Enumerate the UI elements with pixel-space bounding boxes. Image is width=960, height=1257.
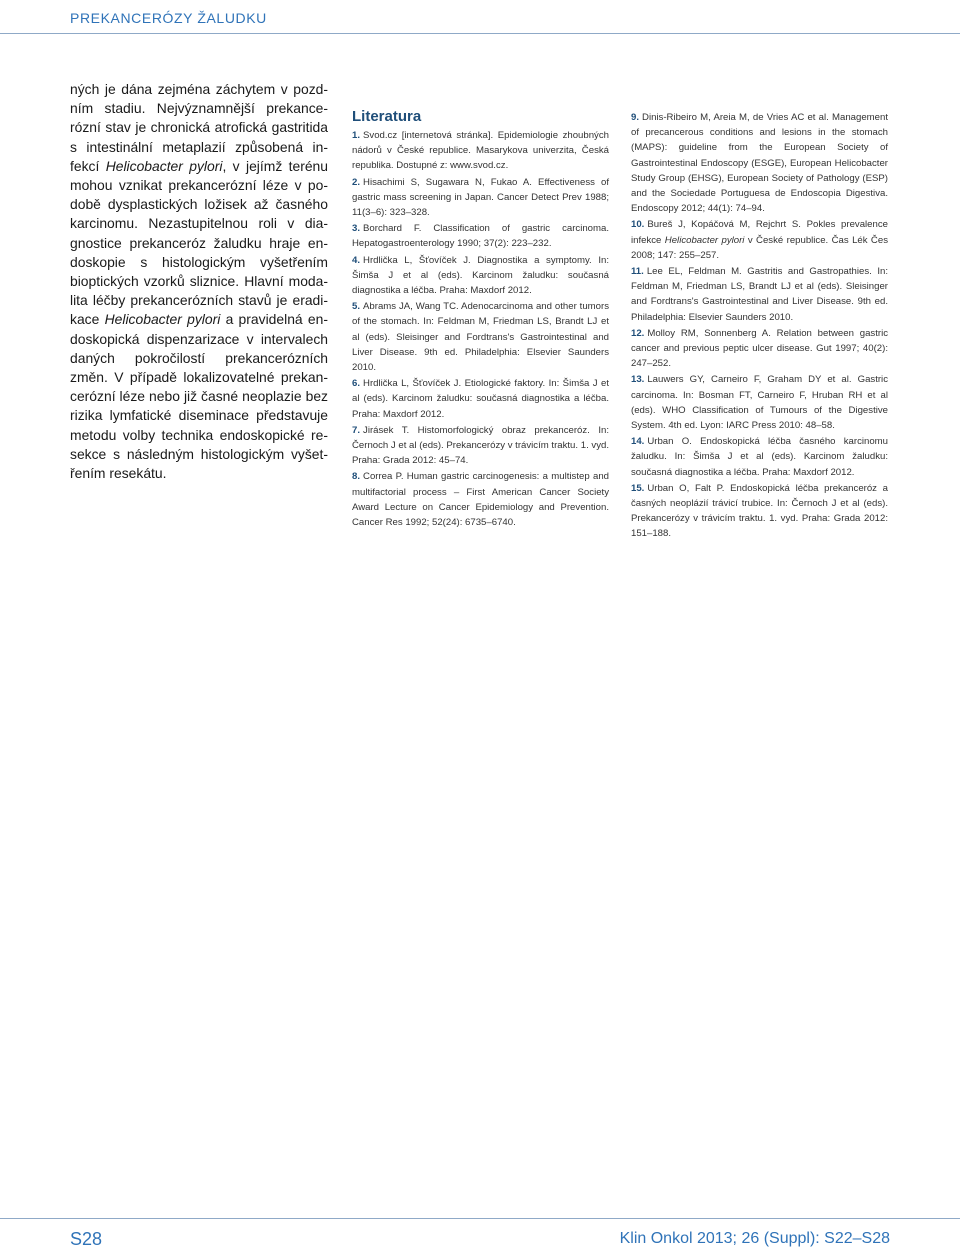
body-text-part: , v jejímž terénu mohou vznikat prekancerózní léze v po-době dysplastických ložisek až časného karcinomu. Nezastupitelnou roli v dia-gnostice prekanceróz žaludku hraje en-doskopie s histologickým vyšetřením bioptických vzorků sliznice. Hlavní moda-lita léčby prekancerózních stavů je eradi-kace xyxy=(70,157,329,328)
reference-number: 13. xyxy=(631,374,645,386)
references-column-left xyxy=(352,128,609,531)
journal-citation: Klin Onkol 2013; 26 (Suppl): S22–S28 xyxy=(619,1230,890,1247)
reference-item xyxy=(631,217,888,263)
reference-number: 10. xyxy=(631,219,645,231)
reference-text: v České republice. Čas Lék Čes 2008; 147: 255–257. xyxy=(631,234,888,261)
reference-text: Lauwers GY, Carneiro F, Graham DY et al. Gastric carcinoma. In: Bosman FT, Carneiro F, Hruban RH et al (eds). WHO Classification of Tumours of the Digestive System. 4th ed. Lyon: IARC Press 2010: 48–58. xyxy=(631,374,888,432)
reference-number: 2. xyxy=(352,176,361,188)
reference-text: Urban O, Falt P. Endoskopická léčba prekanceróz a časných neoplázií trávicí trubice. In: Černoch J et al (eds). Prekancerózy v trávicím traktu. 1. vyd. Praha: Grada 2012: 151–188. xyxy=(631,482,888,540)
footer-divider xyxy=(0,1218,960,1219)
reference-text: Hrdlička L, Šťovíček J. Etiologické faktory. In: Šimša J et al (eds). Karcinom žaludku: současná diagnostika a léčba. Praha: Maxdorf 2012. xyxy=(352,378,609,420)
reference-text: Borchard F. Classification of gastric carcinoma. Hepatogastroenterology 1990; 37(2): 223–232. xyxy=(352,223,609,250)
body-text-column xyxy=(70,80,328,483)
reference-item xyxy=(631,264,888,325)
reference-item xyxy=(352,175,609,221)
reference-item xyxy=(352,469,609,530)
reference-text: Bureš J, Kopáčová M, Rejchrt S. Pokles prevalence infekce xyxy=(631,219,888,246)
running-title: PREKANCERÓZY ŽALUDKU xyxy=(70,10,267,26)
header-divider xyxy=(0,33,960,34)
reference-number: 3. xyxy=(352,223,361,235)
reference-item xyxy=(352,221,609,251)
reference-text: Correa P. Human gastric carcinogenesis: a multistep and multifactorial process – First American Cancer Society Award Lecture on Cancer Epidemiology and Prevention. Cancer Res 1992; 52(24): 6735–6740. xyxy=(352,471,609,529)
reference-number: 4. xyxy=(352,254,361,266)
reference-text: Svod.cz [internetová stránka]. Epidemiologie zhoubných nádorů v České republice. Masarykova univerzita, Česká republika. Dostupné z: www.svod.cz. xyxy=(352,130,609,172)
references-title: Literatura xyxy=(352,108,422,125)
reference-item xyxy=(352,376,609,422)
reference-number: 1. xyxy=(352,130,361,141)
reference-text: Urban O. Endoskopická léčba časného karcinomu žaludku. In: Šimša J et al (eds). Karcinom žaludku: současná diagnostika a léčba. Praha: Maxdorf 2012. xyxy=(631,436,888,478)
reference-number: 7. xyxy=(352,424,361,436)
reference-text: Dinis-Ribeiro M, Areia M, de Vries AC et al. Management of precancerous conditions and lesions in the stomach (MAPS): guideline from the European Society of Gastrointestinal Endoscopy (ESGE), European Helicobacter Study Group (EHSG), European Society of Pathology (ESP) and the Sociedade Portuguesa de Endoscopia Digestiva. Endoscopy 2012; 44(1): 74–94. xyxy=(631,112,888,215)
references-column-right xyxy=(631,110,888,543)
reference-number: 6. xyxy=(352,378,361,390)
reference-item xyxy=(631,434,888,480)
reference-item xyxy=(352,128,609,174)
reference-number: 9. xyxy=(631,112,640,123)
reference-text: Jirásek T. Histomorfologický obraz prekanceróz. In: Černoch J et al (eds). Prekancerózy v trávicím traktu. 1. vyd. Praha: Grada 2012: 45–74. xyxy=(352,424,609,467)
reference-text: Molloy RM, Sonnenberg A. Relation between gastric cancer and previous peptic ulcer disease. Gut 1997; 40(2): 247–252. xyxy=(631,327,888,370)
reference-item xyxy=(631,110,888,216)
reference-text: Abrams JA, Wang TC. Adenocarcinoma and other tumors of the stomach. In: Feldman M, Friedman LS, Brandt LJ et al (eds). Sleisinger and Fordtrans's Gastrointestinal and Liver Disease. 9th ed. Philadelphia: Elsevier Saunders 2010. xyxy=(352,301,609,374)
body-text-part: ných je dána zejména záchytem v pozd-ním stadiu. Nejvýznamnější prekance-rózní stav je chronická atrofická gastritida s intestinální metaplazií způsobená in-fekcí xyxy=(70,81,328,174)
reference-number: 14. xyxy=(631,436,645,448)
body-text-italic: Helicobacter pylori xyxy=(104,311,221,328)
reference-item xyxy=(631,481,888,542)
body-text-italic: Helicobacter pylori xyxy=(105,157,223,174)
reference-text: Hrdlička L, Šťovíček J. Diagnostika a symptomy. In: Šimša J et al (eds). Karcinom žaludku: současná diagnostika a léčba. Praha: Maxdorf 2012. xyxy=(352,254,609,297)
reference-item xyxy=(352,299,609,375)
reference-item xyxy=(631,326,888,372)
reference-number: 11. xyxy=(631,266,644,278)
reference-text: Lee EL, Feldman M. Gastritis and Gastropathies. In: Feldman M, Friedman LS, Brandt LJ et al (eds). Sleisinger and Fordtrans's Gastrointestinal and Liver Disease. 9th ed. Philadelphia: Elsevier Saunders 2010. xyxy=(631,266,888,323)
reference-text-italic: Helicobacter pylori xyxy=(664,234,745,246)
reference-number: 12. xyxy=(631,327,645,339)
page-number: S28 xyxy=(70,1229,103,1249)
reference-item xyxy=(352,423,609,469)
body-text-part: a pravidelná en-doskopická dispenzarizace v intervalech daných pokročilostí prekancerózních změn. V případě lokalizovatelné prekan-cerózní léze nebo již časné neoplazie bez rizika lymfatické diseminace představuje metodu volby technika endoskopické re-sekce s následným histologickým vyšet-řením resekátu. xyxy=(70,311,328,482)
reference-number: 15. xyxy=(631,482,645,494)
reference-number: 8. xyxy=(352,471,361,483)
reference-text: Hisachimi S, Sugawara N, Fukao A. Effectiveness of gastric mass screening in Japan. Cancer Detect Prev 1988; 11(3–6): 323–328. xyxy=(352,176,609,219)
reference-item xyxy=(352,253,609,299)
reference-item xyxy=(631,372,888,433)
reference-number: 5. xyxy=(352,301,361,313)
